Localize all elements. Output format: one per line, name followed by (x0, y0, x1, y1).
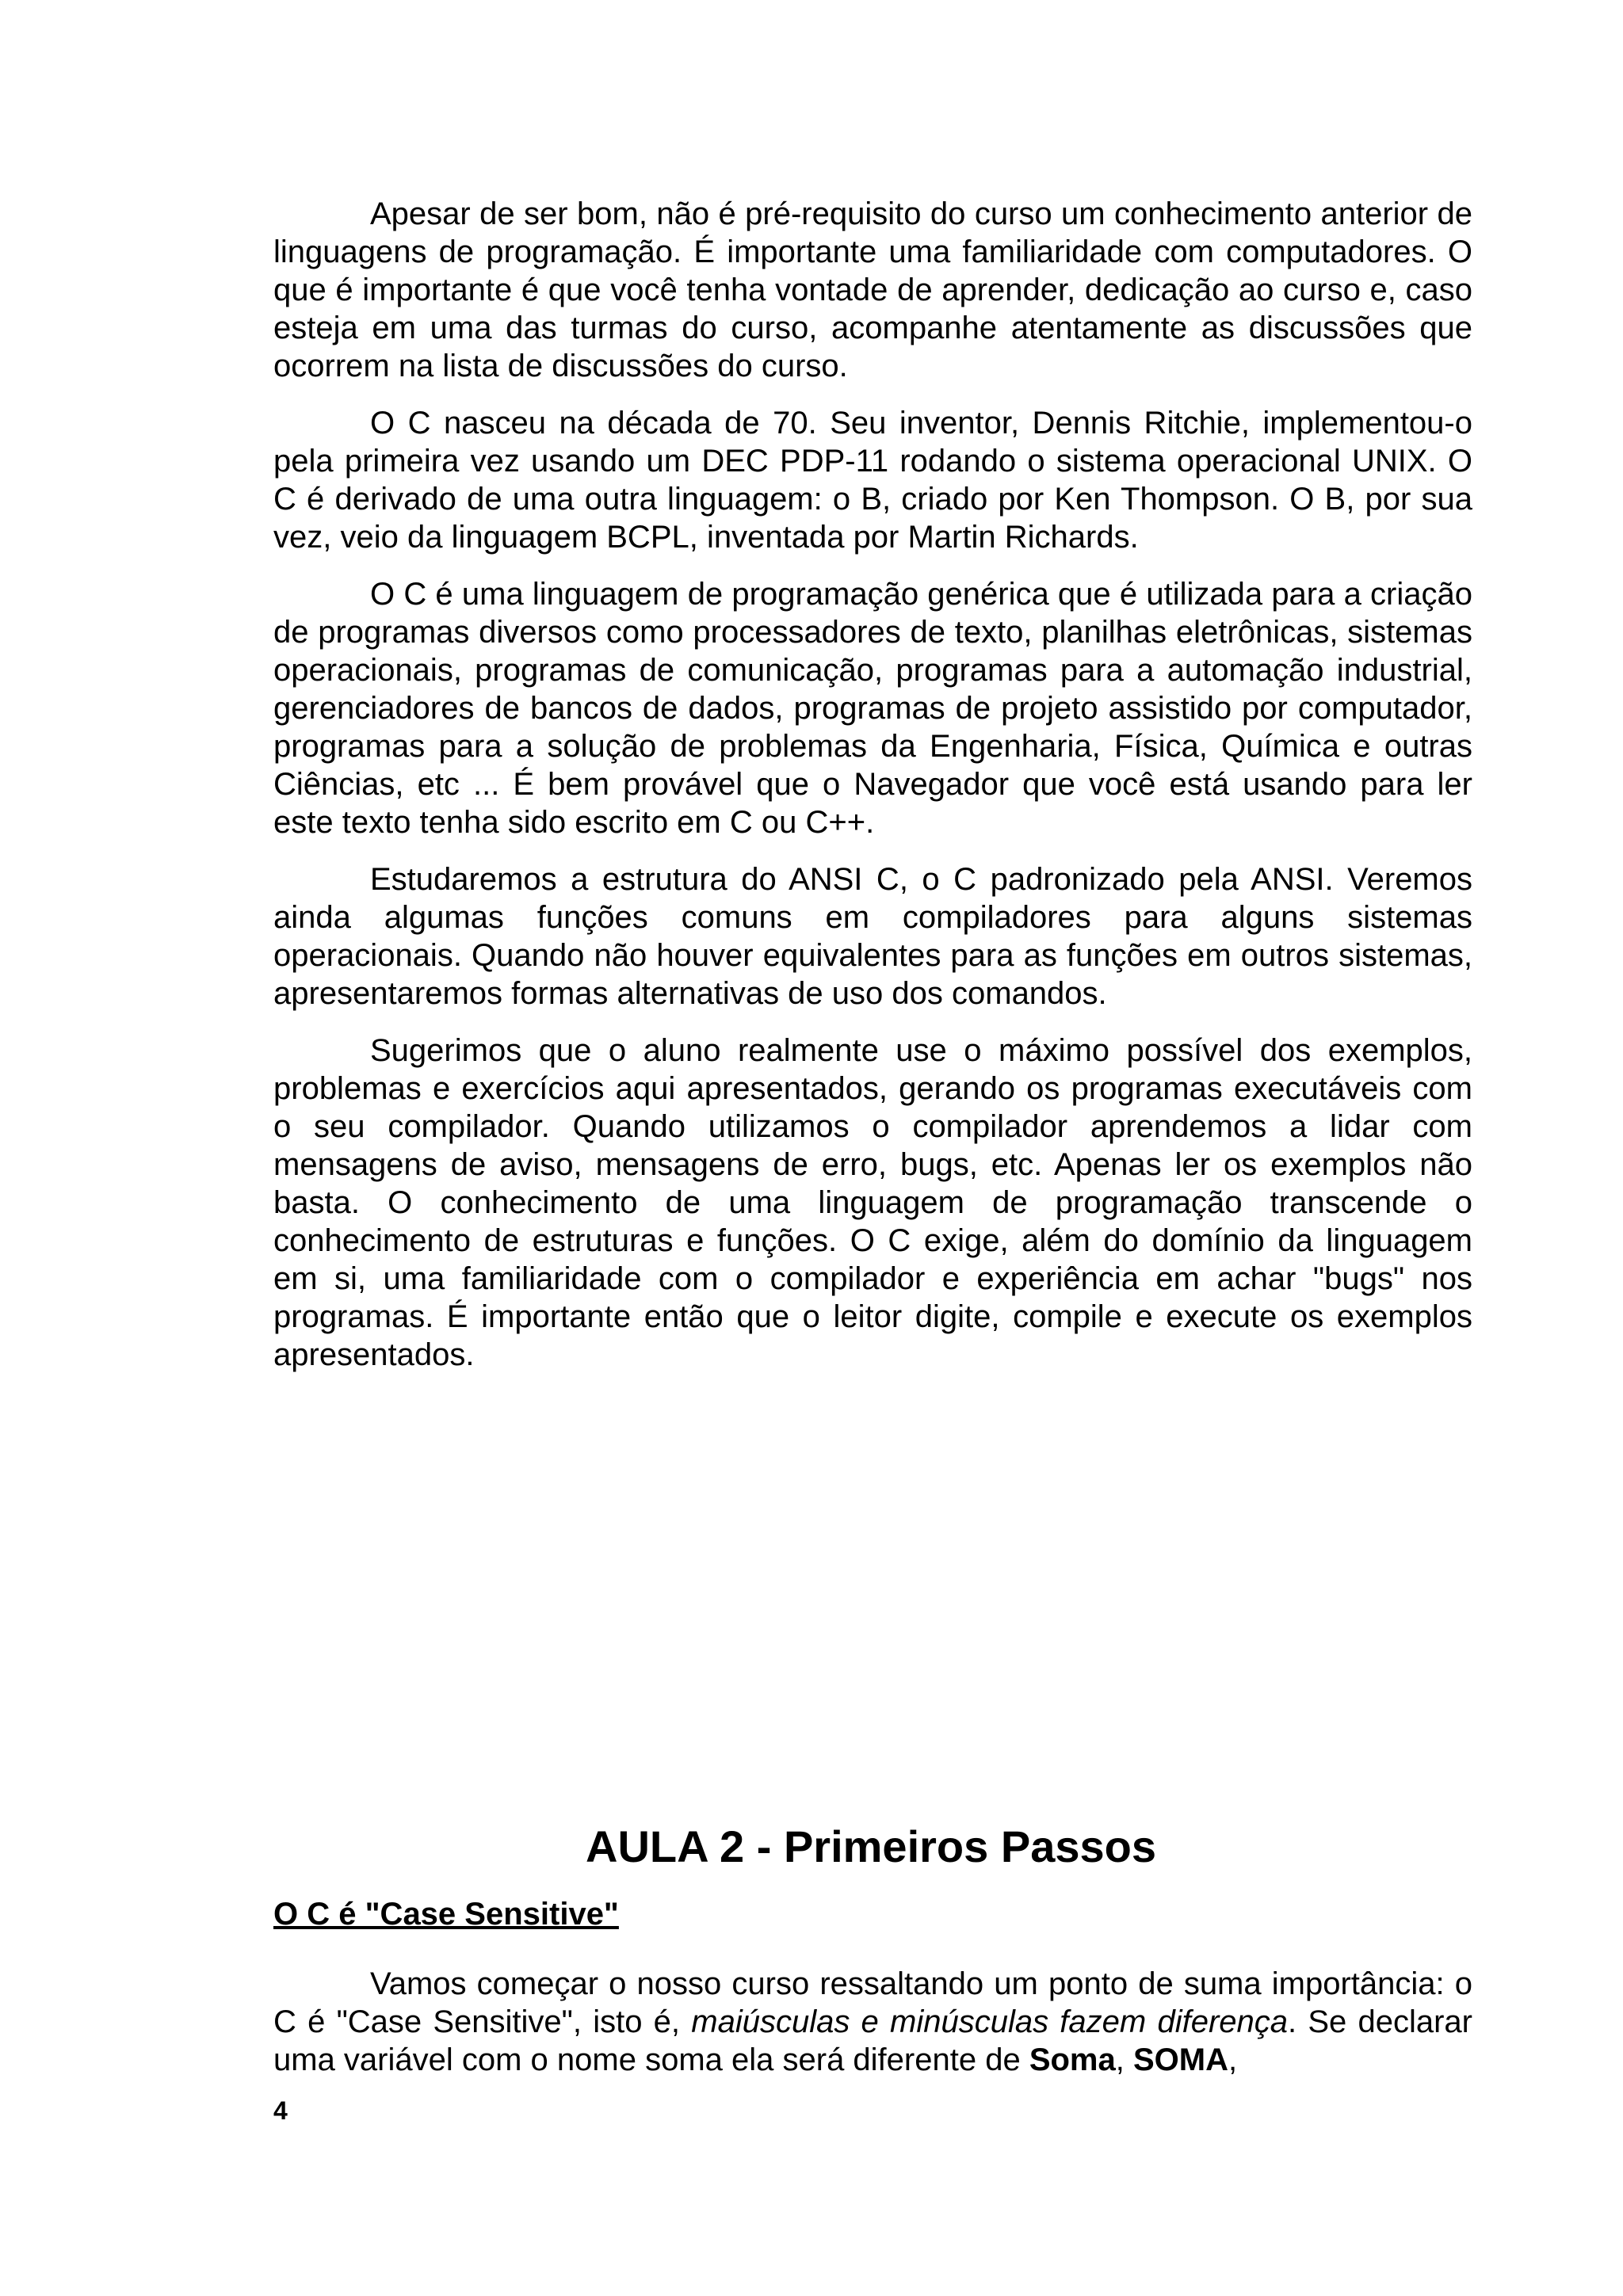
case-text-part3: , (1228, 2042, 1238, 2077)
case-text-part1: Vamos começar o nosso curso ressaltando um ponto de suma importância: o C é "Case Sensitive", isto é, (273, 1966, 1472, 2039)
paragraph-uses: O C é uma linguagem de programação genérica que é utilizada para a criação de programas diversos como processadores de texto, planilhas eletrônicas, sistemas operacionais, programas de comunicação, programas para a automação industrial, gerenciadores de bancos de dados, programas de projeto assistido por computador, programas para a solução de problemas da Engenharia, Física, Química e outras Ciências, etc ... É bem provável que o Navegador que você está usando para ler este texto tenha sido escrito em C ou C++. (273, 577, 1472, 840)
paragraph-case-sensitive (273, 1965, 1472, 2079)
paragraph-ansi-c: Estudaremos a estrutura do ANSI C, o C padronizado pela ANSI. Veremos ainda algumas funções comuns em compiladores para alguns sistemas operacionais. Quando não houver equivalentes para as funções em outros sistemas, apresentaremos formas alternativas de uso dos comandos. (273, 862, 1472, 1011)
section-heading: O C é "Case Sensitive" (273, 1897, 619, 1932)
page-number: 4 (273, 2096, 288, 2125)
lower-text-block (273, 1965, 1472, 2079)
case-text-separator: , (1115, 2042, 1133, 2077)
case-text-bold-soma: Soma (1029, 2042, 1116, 2077)
case-text-part2: . Se declarar uma variável com o nome soma ela será diferente de (273, 2004, 1472, 2077)
case-text-italic: maiúsculas e minúsculas fazem diferença (691, 2004, 1288, 2039)
paragraph-history: O C nasceu na década de 70. Seu inventor, Dennis Ritchie, implementou-o pela primeira vez usando um DEC PDP-11 rodando o sistema operacional UNIX. O C é derivado de uma outra linguagem: o B, criado por Ken Thompson. O B, por sua vez, veio da linguagem BCPL, inventada por Martin Richards. (273, 406, 1472, 555)
paragraph-suggestions: Sugerimos que o aluno realmente use o máximo possível dos exemplos, problemas e exercícios aqui apresentados, gerando os programas executáveis com o seu compilador. Quando utilizamos o compilador aprendemos a lidar com mensagens de aviso, mensagens de erro, bugs, etc. Apenas ler os exemplos não basta. O conhecimento de uma linguagem de programação transcende o conhecimento de estruturas e funções. O C exige, além do domínio da linguagem em si, uma familiaridade com o compilador e experiência em achar "bugs" nos programas. É importante então que o leitor digite, compile e execute os exemplos apresentados. (273, 1033, 1472, 1372)
case-text-bold-soma-upper: SOMA (1132, 2042, 1228, 2077)
chapter-title: AULA 2 - Primeiros Passos (586, 1821, 1156, 1871)
paragraph-prerequisites: Apesar de ser bom, não é pré-requisito do curso um conhecimento anterior de linguagens de programação. É importante uma familiaridade com computadores. O que é importante é que você tenha vontade de aprender, dedicação ao curso e, caso esteja em uma das turmas do curso, acompanhe atentamente as discussões que ocorrem na lista de discussões do curso. (273, 196, 1472, 383)
upper-text-block (273, 195, 1472, 1393)
